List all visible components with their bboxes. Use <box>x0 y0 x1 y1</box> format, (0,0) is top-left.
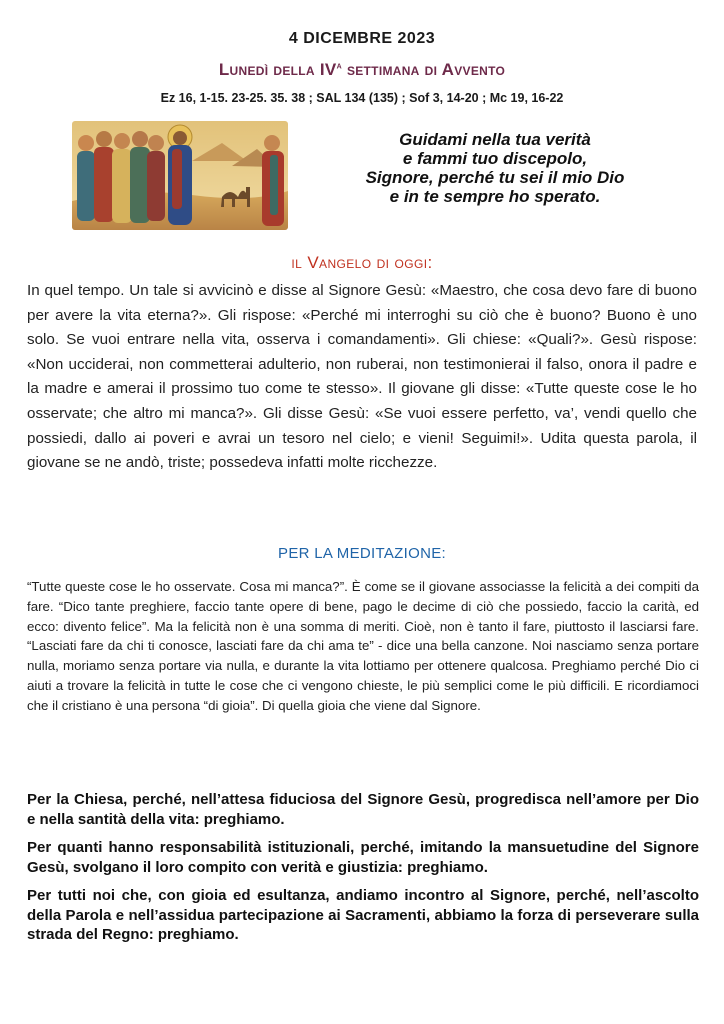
intention-institutions: Per quanti hanno responsabilità istituzionali, perché, imitando la mansuetudine del Signore Gesù, svolgano il loro compito con verità e giustizia: preghiamo. <box>27 839 699 876</box>
prayer-line-4: e in te sempre ho sperato. <box>389 187 601 206</box>
readings-references: Ez 16, 1-15. 23-25. 35. 38 ; SAL 134 (135) ; Sof 3, 14-20 ; Mc 19, 16-22 <box>160 91 564 105</box>
gospel-icon-painting <box>72 121 288 230</box>
prayer-intentions <box>27 790 699 954</box>
page-date: 4 DICEMBRE 2023 <box>288 30 436 47</box>
liturgical-day-title <box>0 60 724 80</box>
prayer-line-3: Signore, perché tu sei il mio Dio <box>365 168 625 187</box>
prayer-line-1: Guidami nella tua verità <box>399 130 591 149</box>
gospel-heading: il Vangelo di oggi: <box>291 253 433 272</box>
subtitle-rest: settimana di Avvento <box>341 60 506 79</box>
subtitle-superscript: a <box>336 60 342 72</box>
meditation-heading: PER LA MEDITAZIONE: <box>278 545 446 562</box>
intention-church: Per la Chiesa, perché, nell’attesa fiduciosa del Signore Gesù, progredisca nell’amore per Dio e nella santità della vita: preghiamo. <box>27 791 699 828</box>
gospel-text: In quel tempo. Un tale si avvicinò e disse al Signore Gesù: «Maestro, che cosa devo fare di buono per avere la vita eterna?». Gli rispose: «Perché mi interroghi su ciò che è buono? Buono è uno solo. Se vuoi entrare nella vita, osserva i comandamenti». Gli chiese: «Quali?». Gesù rispose: «Non ucciderai, non commetterai adulterio, non ruberai, non testimonierai il falso, onora il padre e la madre e amerai il prossimo tuo come te stesso». Il giovane gli disse: «Tutte queste cose le ho osservate; che altro mi manca?». Gli disse Gesù: «Se vuoi essere perfetto, va’, vendi quello che possiedi, dallo ai poveri e avrai un tesoro nel cielo; e vieni! Seguimi!». Udita questa parola, il giovane se ne andò, triste; possedeva infatti molte ricchezze. <box>27 282 697 472</box>
icon-painting-illustration <box>72 121 288 230</box>
opening-prayer <box>330 130 660 206</box>
intention-community: Per tutti noi che, con gioia ed esultanza, andiamo incontro al Signore, perché, nell’ascolto della Parola e nell’assidua partecipazione ai Sacramenti, abbiamo la forza di perseverare sulla strada del Regno: preghiamo. <box>27 887 699 943</box>
meditation-text: “Tutte queste cose le ho osservate. Cosa mi manca?”. È come se il giovane associasse la felicità a dei compiti da fare. “Dico tante preghiere, faccio tante opere di bene, pago le decime di ciò che possiedo, faccio la carità, ed ecco: divento felice”. Ma la felicità non è una somma di meriti. Cioè, non è tanto il fare, piuttosto il lasciarsi fare. “Lasciati fare da chi ti conosce, lasciati fare da chi ama te” - dice una bella canzone. Noi nasciamo senza portare nulla, moriamo senza portare via nulla, e durante la vita lottiamo per ottenere qualcosa. Preghiamo perché Dio ci aiuti a trovare la felicità in tutte le cose che ci vengono chieste, le più semplici come le più difficili. E ricordiamoci che il cristiano è una persona “di gioia”. Di quella gioia che viene dal Signore. <box>27 579 699 713</box>
subtitle-main: Lunedì della IV <box>218 60 337 79</box>
prayer-line-2: e fammi tuo discepolo, <box>402 149 588 168</box>
